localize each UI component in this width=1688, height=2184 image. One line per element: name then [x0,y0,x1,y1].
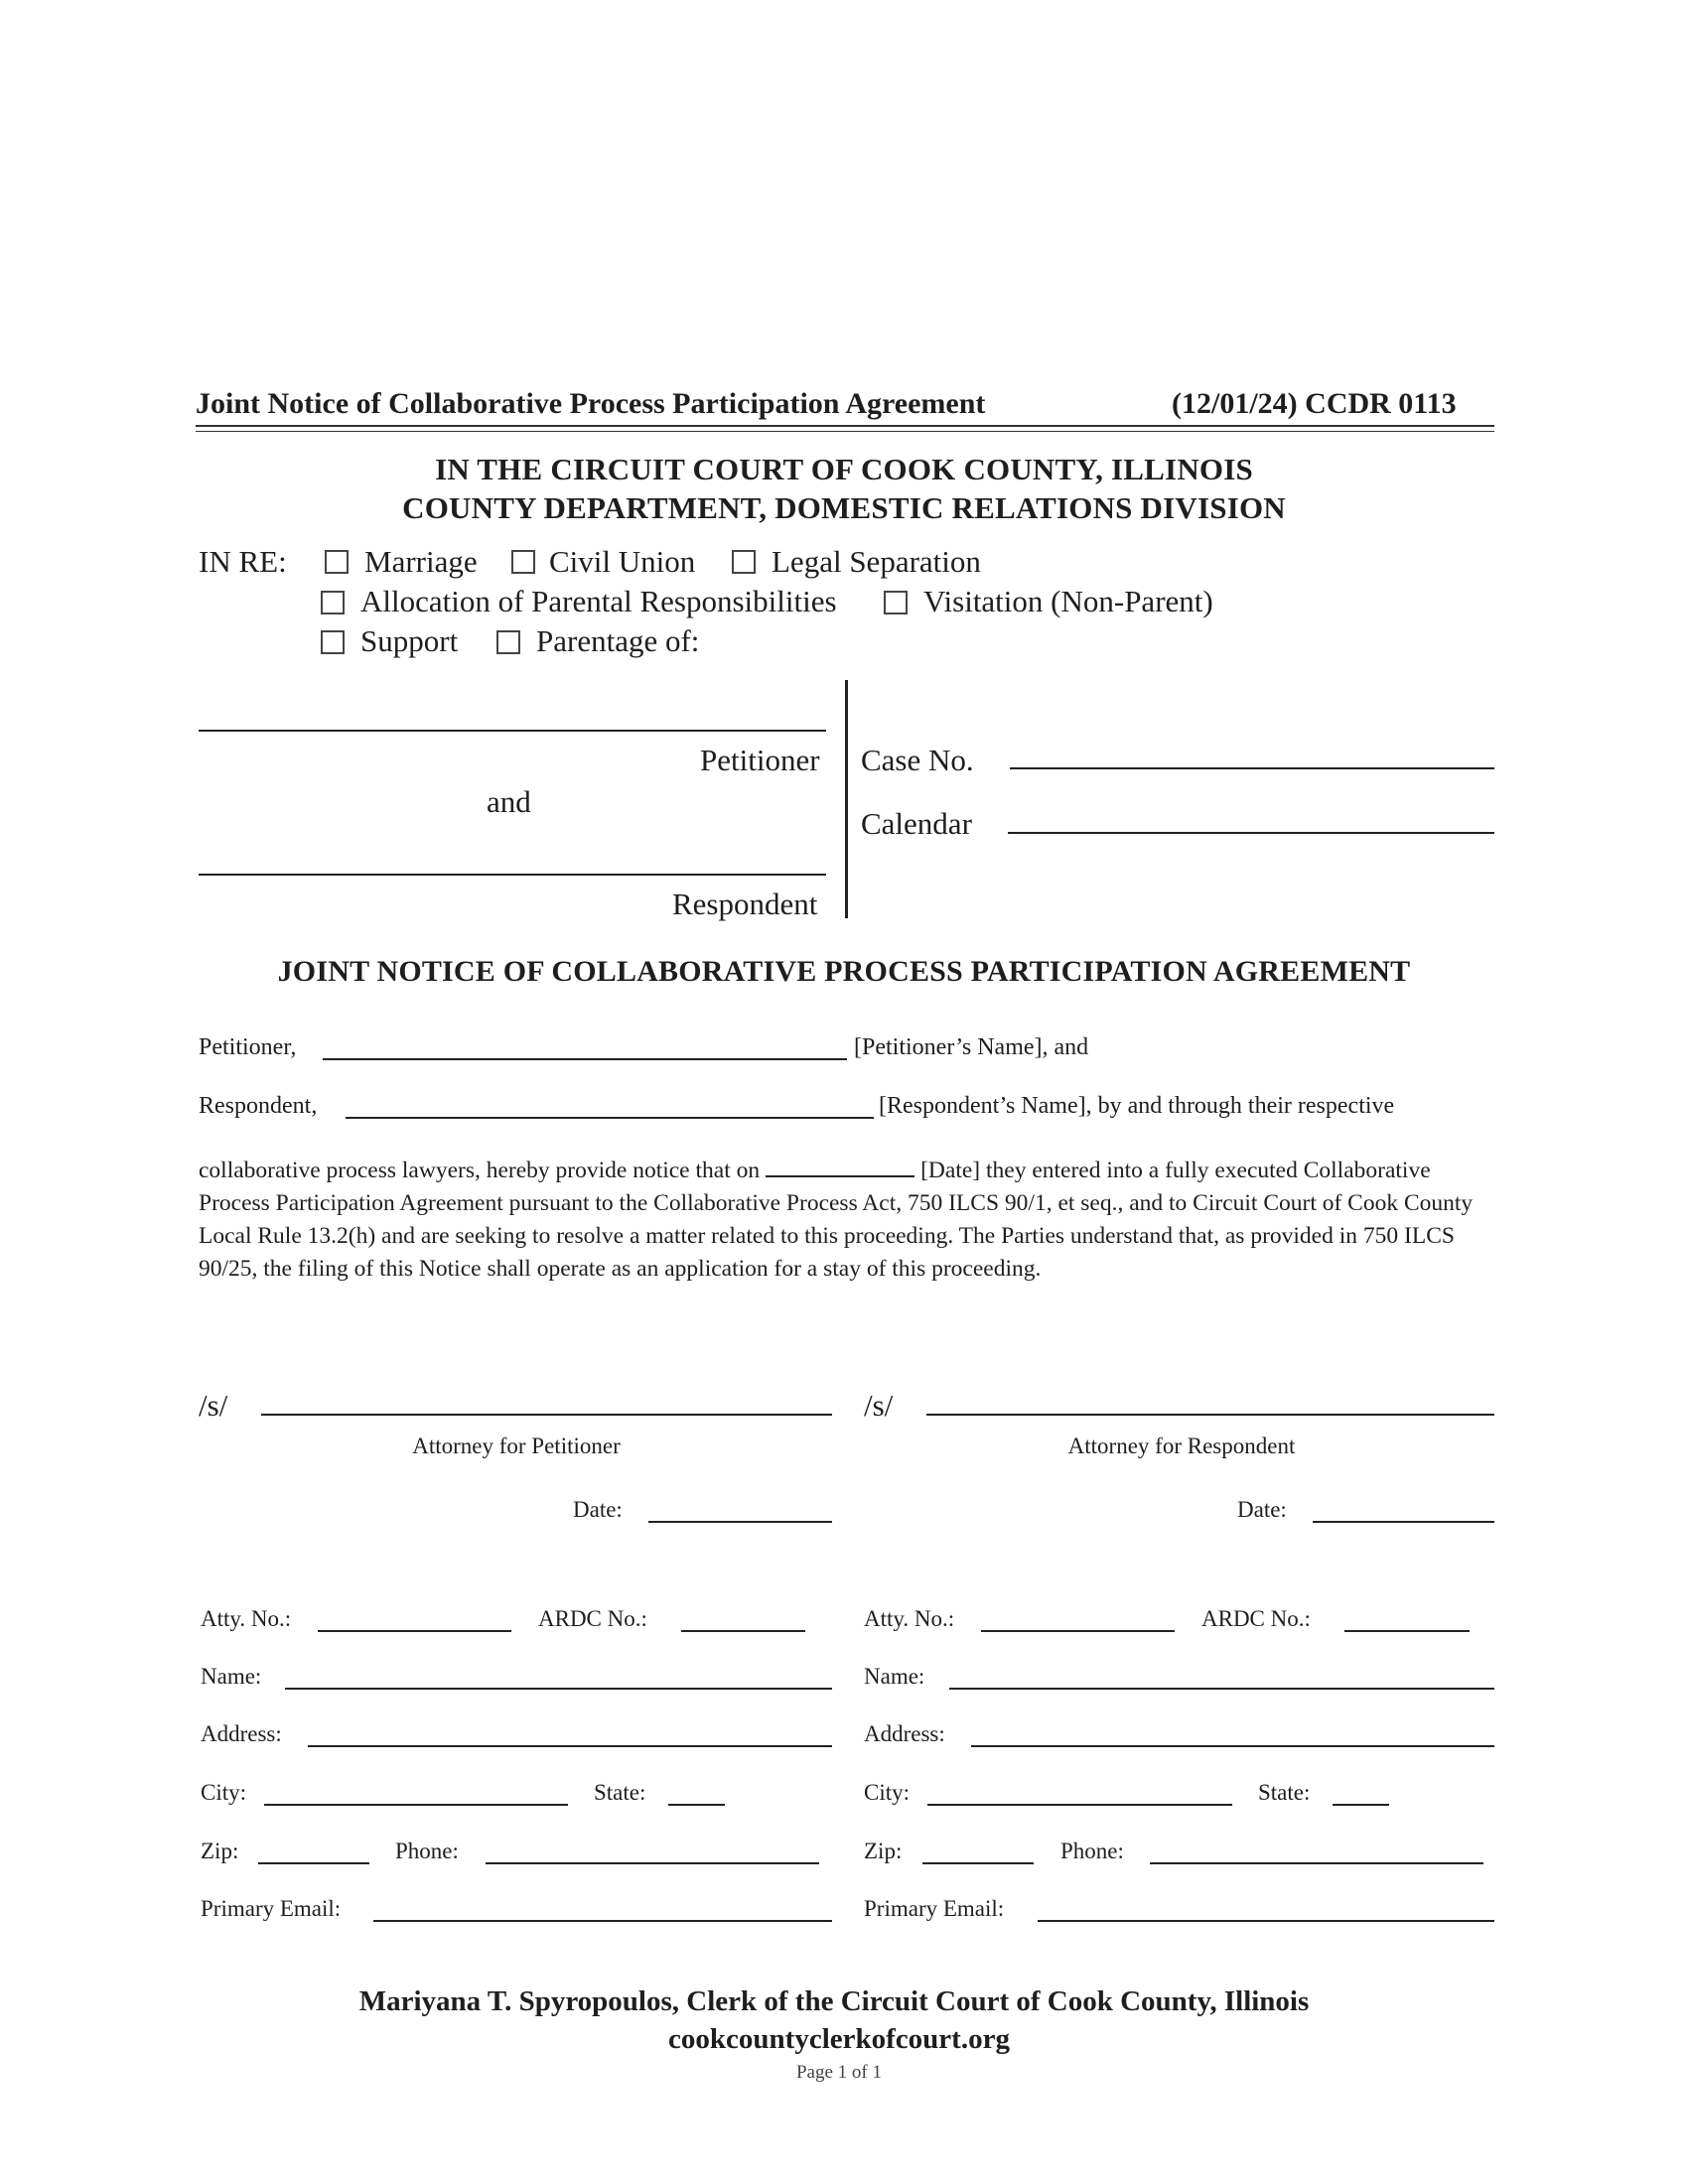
right-phone-field[interactable] [1150,1862,1483,1864]
form-title: Joint Notice of Collaborative Process Participation Agreement [196,387,986,420]
attorney-respondent-label: Attorney for Respondent [1067,1433,1296,1458]
clerk-website: cookcountyclerkofcourt.org [668,2023,1010,2055]
court-line-2: COUNTY DEPARTMENT, DOMESTIC RELATIONS DIVISION [402,490,1286,525]
case-no-field[interactable] [1010,767,1494,769]
court-line-1: IN THE CIRCUIT COURT OF COOK COUNTY, ILLINOIS [435,452,1253,486]
left-city-field[interactable] [264,1804,568,1806]
respondent-caption-label: Respondent [672,887,818,921]
petitioner-name-field[interactable] [323,1058,847,1060]
right-email-field[interactable] [1038,1920,1494,1922]
right-atty-no-field[interactable] [981,1630,1175,1632]
left-ardc-no-field[interactable] [681,1630,805,1632]
header-rule-top [196,425,1494,427]
right-city-field[interactable] [927,1804,1232,1806]
respondent-date-field[interactable] [1313,1521,1494,1523]
left-city-label: City: [201,1780,247,1805]
respondent-suffix: [Respondent’s Name], by and through their respective [879,1093,1395,1119]
petitioner-suffix: [Petitioner’s Name], and [854,1034,1089,1060]
right-state-label: State: [1258,1780,1311,1805]
civil-union-label: Civil Union [549,544,696,579]
page-number: Page 1 of 1 [795,2062,882,2083]
allocation-label: Allocation of Parental Responsibilities [360,584,837,618]
right-atty-no-label: Atty. No.: [864,1606,955,1631]
clerk-footer: Mariyana T. Spyropoulos, Clerk of the Circuit Court of Cook County, Illinois [358,1985,1310,2017]
header-rule-bottom [196,431,1494,432]
left-atty-no-field[interactable] [318,1630,511,1632]
and-label: and [487,784,531,819]
left-zip-field[interactable] [258,1862,369,1864]
right-zip-field[interactable] [922,1862,1034,1864]
calendar-label: Calendar [861,806,972,841]
left-name-field[interactable] [285,1688,832,1690]
petitioner-signature-line[interactable] [261,1414,832,1416]
right-email-label: Primary Email: [864,1896,1005,1921]
respondent-name-field[interactable] [346,1117,874,1119]
left-state-label: State: [594,1780,646,1805]
notice-paragraph [199,1155,1494,1286]
right-name-label: Name: [864,1664,925,1689]
petitioner-caption-label: Petitioner [700,743,820,777]
left-address-field[interactable] [308,1745,832,1747]
in-re-label: IN RE: [199,544,287,579]
paragraph-start: collaborative process lawyers, hereby provide notice that on [199,1158,761,1183]
petitioner-sig-prefix: /s/ [199,1388,228,1423]
left-name-label: Name: [201,1664,262,1689]
respondent-sig-prefix: /s/ [864,1388,894,1423]
right-name-field[interactable] [949,1688,1494,1690]
right-address-field[interactable] [971,1745,1494,1747]
legal-separation-checkbox[interactable] [732,550,756,574]
attorney-petitioner-label: Attorney for Petitioner [412,1433,621,1458]
allocation-checkbox[interactable] [321,591,345,614]
parentage-checkbox[interactable] [496,630,520,654]
agreement-date-field[interactable] [766,1158,914,1177]
civil-union-checkbox[interactable] [511,550,535,574]
form-code: (12/01/24) CCDR 0113 [1172,387,1457,420]
right-ardc-no-label: ARDC No.: [1201,1606,1311,1631]
legal-separation-label: Legal Separation [772,544,981,579]
petitioner-name-line[interactable] [199,730,826,732]
parentage-label: Parentage of: [536,623,700,658]
visitation-checkbox[interactable] [884,591,908,614]
petitioner-date-field[interactable] [648,1521,832,1523]
left-address-label: Address: [201,1721,282,1746]
petitioner-date-label: Date: [573,1497,623,1522]
petitioner-label: Petitioner, [199,1034,297,1060]
left-atty-no-label: Atty. No.: [201,1606,292,1631]
left-state-field[interactable] [668,1804,725,1806]
paragraph-rest: [Date] they entered into a fully executed Collaborative Process Participation Agreement pursuant to the Collaborative Process Act, 750 ILCS 90/1, et seq., and to Circuit Court of Cook County Local Rule 13.2(h) and are seeking to resolve a matter related to this proceeding. The Parties understand that, as provided in 750 ILCS 90/25, the filing of this Notice shall operate as an application for a stay of this proceeding. [199,1158,1474,1282]
right-zip-label: Zip: [864,1839,903,1863]
right-phone-label: Phone: [1060,1839,1124,1863]
right-state-field[interactable] [1333,1804,1389,1806]
left-phone-field[interactable] [486,1862,819,1864]
right-city-label: City: [864,1780,911,1805]
visitation-label: Visitation (Non-Parent) [923,584,1213,618]
left-zip-label: Zip: [201,1839,239,1863]
caption-divider [845,680,848,918]
marriage-checkbox[interactable] [325,550,349,574]
left-email-label: Primary Email: [201,1896,342,1921]
respondent-name-line[interactable] [199,874,826,876]
respondent-date-label: Date: [1237,1497,1287,1522]
case-no-label: Case No. [861,743,974,777]
left-phone-label: Phone: [395,1839,459,1863]
calendar-field[interactable] [1008,832,1494,834]
left-email-field[interactable] [373,1920,832,1922]
support-label: Support [360,623,459,658]
notice-title: JOINT NOTICE OF COLLABORATIVE PROCESS PARTICIPATION AGREEMENT [277,955,1411,988]
right-ardc-no-field[interactable] [1344,1630,1470,1632]
marriage-label: Marriage [364,544,478,579]
respondent-label: Respondent, [199,1093,318,1119]
right-address-label: Address: [864,1721,945,1746]
support-checkbox[interactable] [321,630,345,654]
respondent-signature-line[interactable] [926,1414,1494,1416]
left-ardc-no-label: ARDC No.: [538,1606,647,1631]
